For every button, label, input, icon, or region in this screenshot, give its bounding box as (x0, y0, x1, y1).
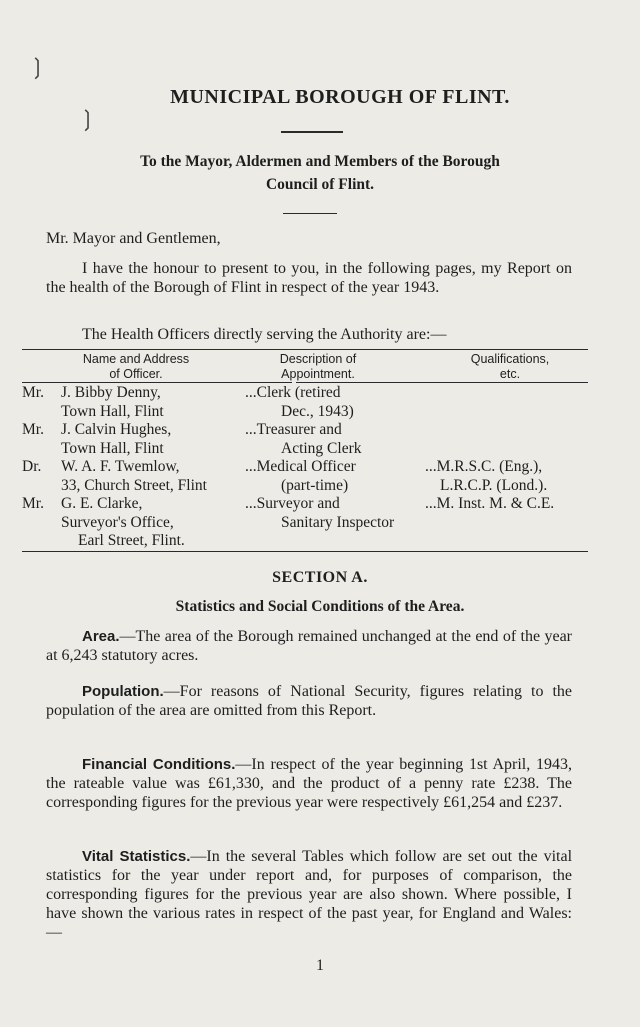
header-name-line: of Officer. (109, 367, 163, 381)
row-qualification: ...M. Inst. M. & C.E. (425, 495, 555, 512)
header-qualifications (440, 352, 580, 382)
header-description (248, 352, 388, 382)
row-description: ...Surveyor and (245, 495, 340, 512)
table-top-rule (22, 349, 588, 350)
row-description: ...Clerk (retired (245, 384, 341, 401)
paragraph-text: —For reasons of National Security, figures relating to the population of the area are omitted from this Report. (46, 683, 572, 719)
table-header-rule (22, 382, 292, 383)
vital-statistics-paragraph (46, 847, 572, 942)
scan-punch-mark-icon: ❳ (78, 106, 97, 131)
financial-paragraph (46, 755, 572, 812)
address-line-1: To the Mayor, Aldermen and Members of the Borough (140, 153, 500, 170)
row-name: J. Calvin Hughes, (61, 421, 172, 438)
intro-text: I have the honour to present to you, in the following pages, my Report on the health of the Borough of Flint in respect of the year 1943. (46, 260, 572, 296)
row-title: Mr. (22, 495, 44, 512)
row-address: Town Hall, Flint (61, 439, 164, 457)
paragraph-text: —The area of the Borough remained unchanged at the end of the year at 6,243 statutory acres. (46, 628, 572, 664)
row-qualification: ...M.R.S.C. (Eng.), (425, 458, 543, 475)
row-title: Mr. (22, 421, 44, 438)
row-title: Dr. (22, 458, 42, 475)
section-heading: SECTION A. (272, 569, 368, 586)
paragraph-lead: Area. (82, 628, 120, 645)
header-qualifications-line: etc. (499, 367, 521, 381)
population-paragraph (46, 682, 572, 720)
header-qualifications-line: Qualifications, (470, 352, 550, 366)
section-subheading: Statistics and Social Conditions of the Area. (175, 598, 465, 615)
row-description-cont: Sanitary Inspector (281, 513, 395, 531)
paragraph-lead: Population. (82, 683, 164, 700)
row-title: Mr. (22, 384, 44, 401)
page-title: MUNICIPAL BOROUGH OF FLINT. (170, 86, 510, 108)
row-description: ...Treasurer and (245, 421, 342, 438)
paragraph-lead: Financial Conditions. (82, 756, 236, 773)
row-description-cont: Acting Clerk (281, 439, 362, 457)
row-qualification-cont: L.R.C.P. (Lond.). (440, 476, 548, 494)
header-description-line: Description of (279, 352, 357, 366)
row-name: G. E. Clarke, (61, 495, 143, 512)
paragraph-lead: Vital Statistics. (82, 848, 191, 865)
scan-punch-mark-icon: ❳ (28, 54, 47, 79)
address-line-2: Council of Flint. (265, 176, 375, 193)
intro-paragraph (46, 259, 572, 297)
header-name-line: Name and Address (82, 352, 190, 366)
row-description-cont: Dec., 1943) (281, 402, 354, 420)
header-name (58, 352, 214, 382)
row-address: Surveyor's Office, (61, 513, 174, 531)
address-divider (283, 213, 337, 214)
table-header-rule (296, 382, 588, 383)
row-address: 33, Church Street, Flint (61, 476, 207, 494)
row-address-cont: Earl Street, Flint. (78, 532, 185, 549)
area-paragraph (46, 627, 572, 665)
paragraph-text: —In the several Tables which follow are set out the vital statistics for the year under report and, for purposes of comparison, the corresponding figures for the previous year are also shown. Where possible, I have shown the various rates in respect of the past year, for England and Wales:— (46, 848, 573, 941)
row-description-cont: (part-time) (281, 476, 349, 494)
row-name: J. Bibby Denny, (61, 384, 161, 401)
officers-intro: The Health Officers directly serving the Authority are:— (82, 326, 447, 343)
table-bottom-rule (22, 551, 588, 552)
paragraph-text: —In respect of the year beginning 1st April, 1943, the rateable value was £61,330, and the product of a penny rate £238. The corresponding figures for the previous year were respectively £61,254 and £237. (46, 756, 573, 811)
title-divider (281, 131, 343, 133)
row-address: Town Hall, Flint (61, 402, 164, 420)
header-description-line: Appointment. (281, 367, 355, 381)
row-description: ...Medical Officer (245, 458, 356, 475)
salutation: Mr. Mayor and Gentlemen, (46, 230, 221, 247)
row-name: W. A. F. Twemlow, (61, 458, 180, 475)
page-number: 1 (316, 957, 324, 974)
